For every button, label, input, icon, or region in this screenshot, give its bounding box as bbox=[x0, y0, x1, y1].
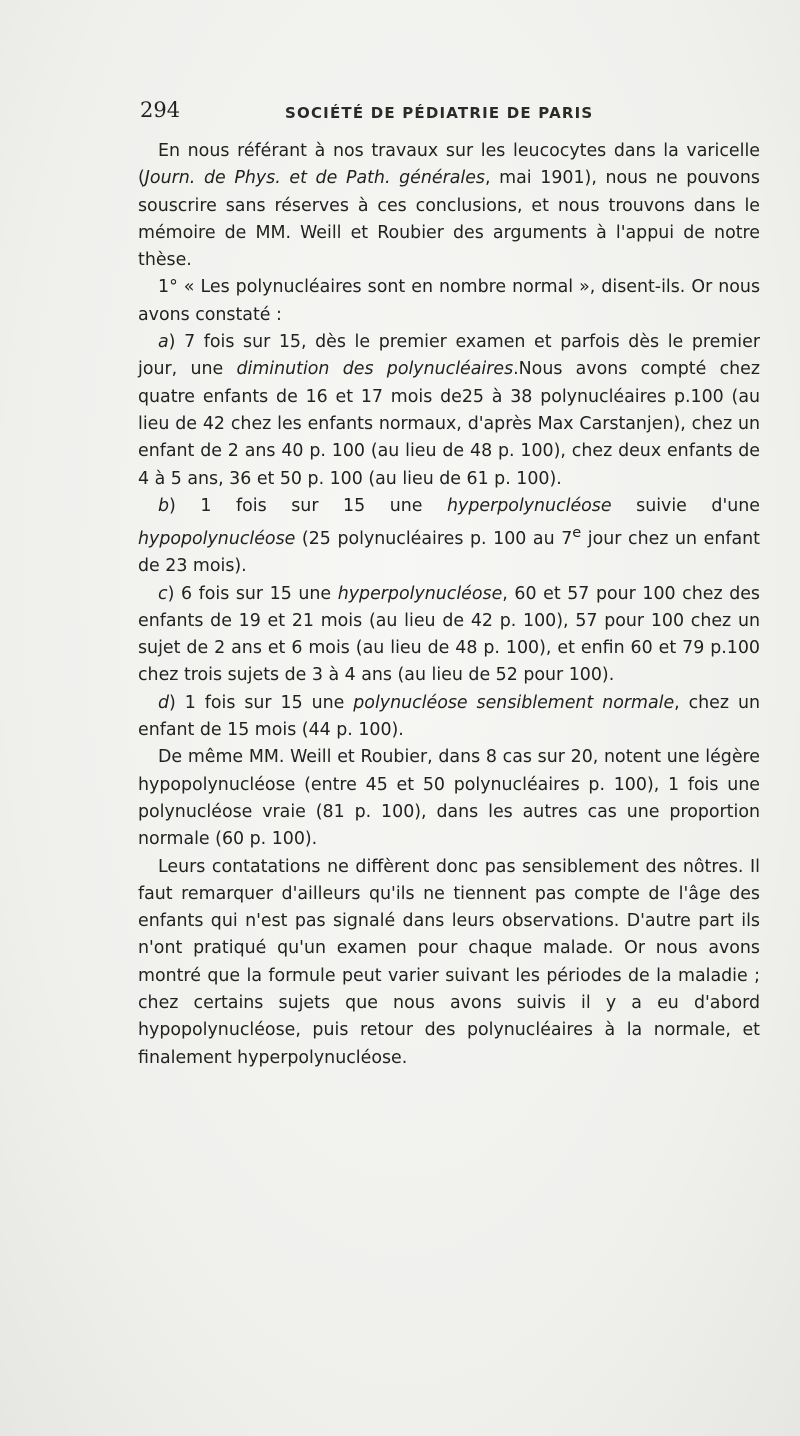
paragraph-b: b) 1 fois sur 15 une hyperpolynucléose suivie d'une hypopolynucléose (25 polynucléaires p. 100 au 7e jour chez un enfant de 23 mois). bbox=[138, 495, 761, 577]
paragraph-a: a) 7 fois sur 15, dès le premier examen et parfois dès le premier jour, une diminution des polynucléaires.Nous avons compté chez quatre enfants de 16 et 17 mois de25 à 38 polynucléaires p.100 (au lieu de 42 chez les enfants normaux, d'après Max Carstanjen), chez un enfant de 2 ans 40 p. 100 (au lieu de 48 p. 100), chez deux enfants de 4 à 5 ans, 36 et 50 p. 100 (au lieu de 61 p. 100). bbox=[138, 332, 760, 489]
paragraph-8: Leurs contatations ne diffèrent donc pas sensiblement des nôtres. Il faut remarquer d'ailleurs qu'ils ne tiennent pas compte de l'âge des enfants qui n'est pas signalé dans leurs observations. D'autre part ils n'ont pratiqué qu'un examen pour chaque malade. Or nous avons montré que la formule peut varier suivant les périodes de la maladie ; chez certains sujets que nous avons suivis il y a eu d'abord hypopolynucléose, puis retour des polynucléaires à la normale, et finalement hyperpolynucléose. bbox=[138, 856, 760, 1068]
paragraph-d: d) 1 fois sur 15 une polynucléose sensiblement normale, chez un enfant de 15 mois (44 p. 100). bbox=[138, 692, 760, 741]
paragraph-7: De même MM. Weill et Roubier, dans 8 cas sur 20, notent une légère hypopolynucléose (entre 45 et 50 polynucléaires p. 100), 1 fois une polynucléose vraie (81 p. 100), dans les autres cas une proportion normale (60 p. 100). bbox=[138, 747, 760, 850]
paragraph-1: En nous référant à nos travaux sur les leucocytes dans la varicelle (Journ. de Phys. et de Path. générales, mai 1901), nous ne pouvons souscrire sans réserves à ces conclusions, et nous trouvons dans le mémoire de MM. Weill et Roubier des arguments à l'appui de notre thèse. bbox=[138, 141, 760, 271]
running-head: SOCIÉTÉ DE PÉDIATRIE DE PARIS bbox=[285, 104, 594, 122]
page-header bbox=[140, 98, 760, 128]
paragraph-c: c) 6 fois sur 15 une hyperpolynucléose, 60 et 57 pour 100 chez des enfants de 19 et 21 mois (au lieu de 42 p. 100), 57 pour 100 chez un sujet de 2 ans et 6 mois (au lieu de 48 p. 100), et enfin 60 et 79 p.100 chez trois sujets de 3 à 4 ans (au lieu de 52 pour 100). bbox=[138, 583, 760, 686]
page-number: 294 bbox=[140, 98, 181, 122]
paragraph-2: 1° « Les polynucléaires sont en nombre normal », disent-ils. Or nous avons constaté : bbox=[138, 277, 760, 325]
body-text bbox=[138, 138, 760, 1072]
